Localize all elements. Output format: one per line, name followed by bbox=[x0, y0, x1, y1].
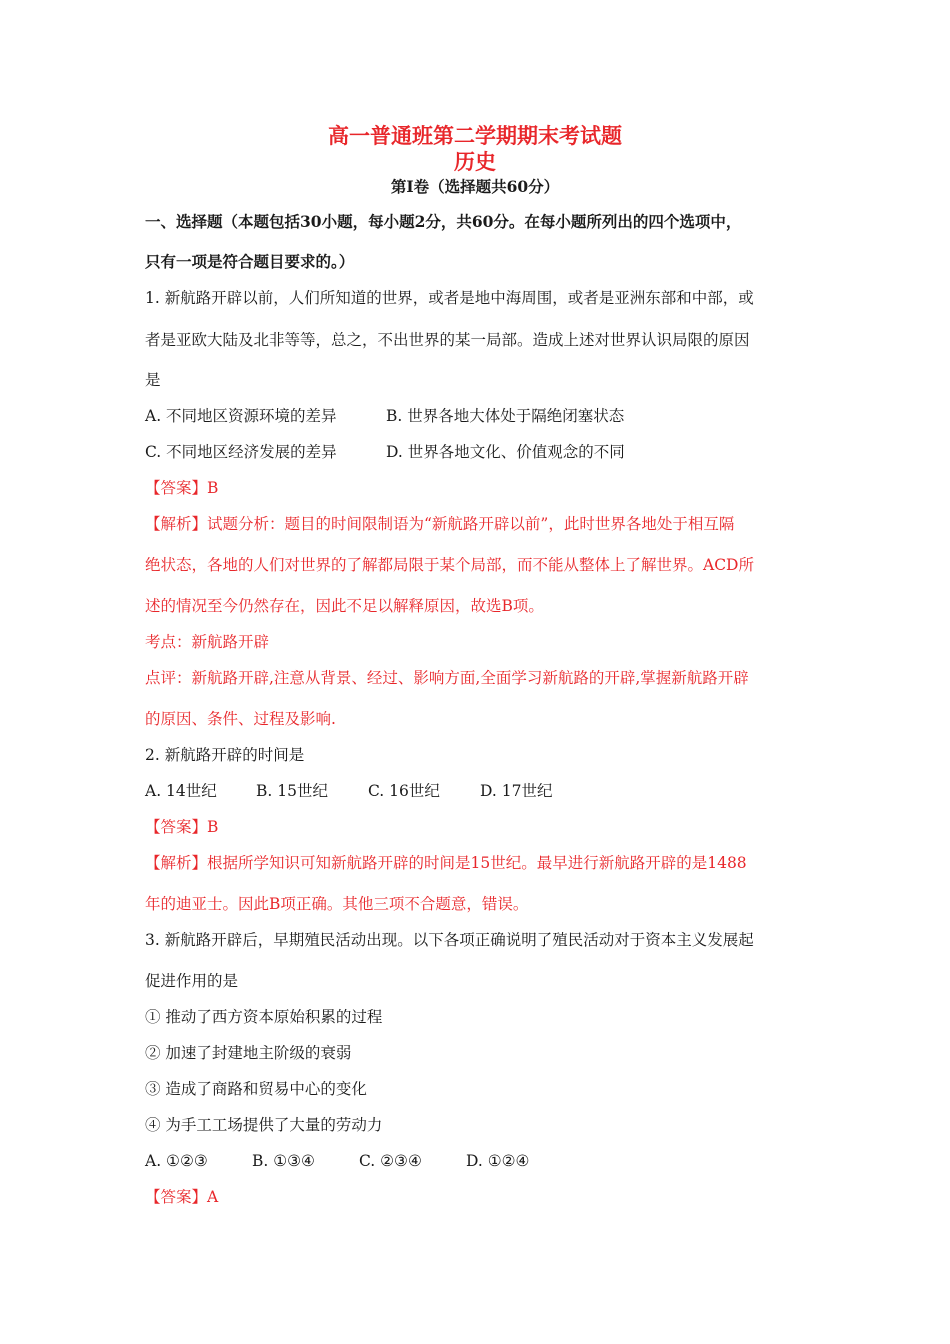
analysis-text: 绝状态，各地的人们对世界的了解都局限于某个局部，而不能从整体上了解世界。ACD所 bbox=[145, 556, 754, 574]
statement-item: ③ 造成了商路和贸易中心的变化 bbox=[145, 1080, 367, 1098]
analysis-text: 年的迪亚士。因此B项正确。其他三项不合题意，错误。 bbox=[145, 895, 529, 913]
volume-heading: 第Ⅰ卷（选择题共60分） bbox=[390, 177, 560, 196]
question-stem: 2. 新航路开辟的时间是 bbox=[145, 746, 305, 764]
option-row bbox=[145, 1151, 529, 1171]
option-c: C. 16世纪 bbox=[368, 782, 440, 800]
option-b: B. 15世纪 bbox=[256, 782, 328, 800]
option-d: D. ①②④ bbox=[466, 1152, 530, 1170]
answer-label: 【答案】B bbox=[145, 818, 219, 836]
option-b: B. ①③④ bbox=[252, 1152, 315, 1170]
option-a: A. ①②③ bbox=[145, 1152, 208, 1170]
question-stem: 者是亚欧大陆及北非等等，总之，不出世界的某一局部。造成上述对世界认识局限的原因 bbox=[145, 331, 750, 349]
analysis-text: 述的情况至今仍然存在，因此不足以解释原因，故选B项。 bbox=[145, 597, 544, 615]
option-c: C. ②③④ bbox=[359, 1152, 422, 1170]
section-heading: 一、选择题（本题包括30小题，每小题2分，共60分。在每小题所列出的四个选项中， bbox=[145, 212, 742, 231]
statement-item: ④ 为手工工场提供了大量的劳动力 bbox=[145, 1116, 383, 1134]
option-d: D. 17世纪 bbox=[480, 782, 553, 800]
page-subtitle: 历史 bbox=[454, 149, 496, 174]
analysis-text: 【解析】试题分析：题目的时间限制语为“新航路开辟以前”，此时世界各地处于相互隔 bbox=[145, 515, 735, 533]
option-row bbox=[145, 442, 625, 462]
analysis-text: 【解析】根据所学知识可知新航路开辟的时间是15世纪。最早进行新航路开辟的是1488 bbox=[145, 854, 747, 872]
page-title: 高一普通班第二学期期末考试题 bbox=[328, 123, 622, 148]
statement-item: ② 加速了封建地主阶级的衰弱 bbox=[145, 1044, 352, 1062]
section-heading: 只有一项是符合题目要求的。） bbox=[145, 252, 355, 271]
option-b: B. 世界各地大体处于隔绝闭塞状态 bbox=[386, 407, 625, 425]
statement-item: ① 推动了西方资本原始积累的过程 bbox=[145, 1008, 383, 1026]
answer-label: 【答案】B bbox=[145, 479, 219, 497]
option-c: C. 不同地区经济发展的差异 bbox=[145, 443, 337, 461]
option-row bbox=[145, 406, 624, 426]
dianping-text: 点评：新航路开辟,注意从背景、经过、影响方面,全面学习新航路的开辟,掌握新航路开辟 bbox=[145, 669, 749, 687]
question-stem: 3. 新航路开辟后，早期殖民活动出现。以下各项正确说明了殖民活动对于资本主义发展起 bbox=[145, 931, 754, 949]
option-a: A. 不同地区资源环境的差异 bbox=[145, 407, 337, 425]
kaodian-text: 考点：新航路开辟 bbox=[145, 633, 270, 651]
question-stem: 1. 新航路开辟以前，人们所知道的世界，或者是地中海周围，或者是亚洲东部和中部，或 bbox=[145, 289, 754, 307]
option-a: A. 14世纪 bbox=[145, 782, 217, 800]
option-row bbox=[145, 781, 552, 801]
option-d: D. 世界各地文化、价值观念的不同 bbox=[386, 443, 625, 461]
question-stem: 促进作用的是 bbox=[145, 972, 239, 990]
question-stem: 是 bbox=[145, 371, 161, 389]
dianping-text: 的原因、条件、过程及影响. bbox=[145, 710, 336, 728]
answer-label: 【答案】A bbox=[145, 1188, 219, 1206]
